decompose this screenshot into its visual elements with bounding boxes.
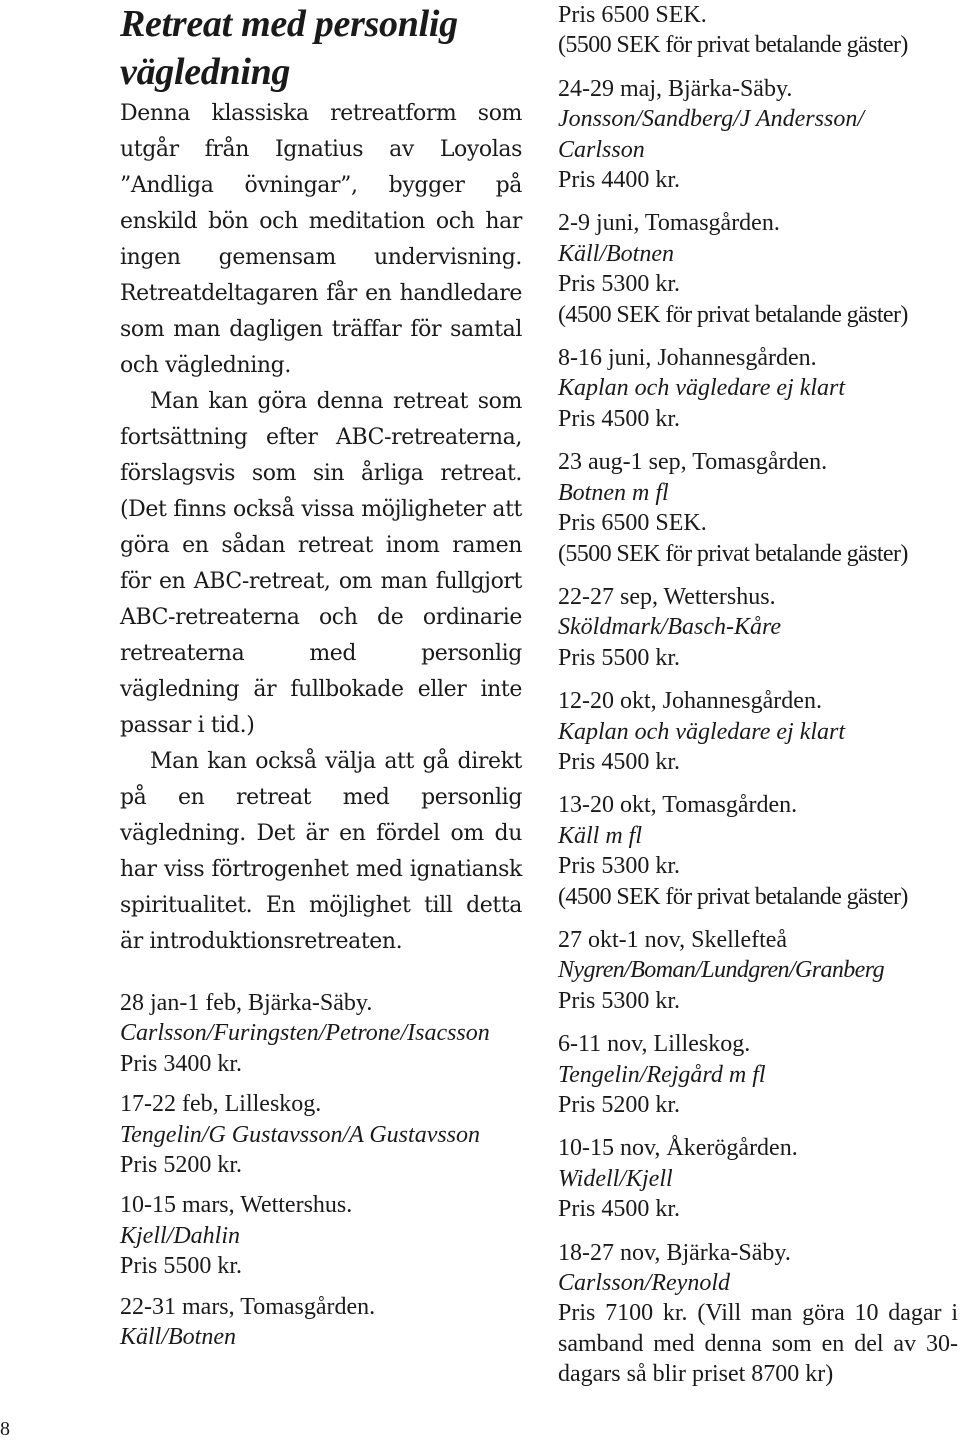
event-date: 23 aug-1 sep, Tomasgården. — [558, 449, 828, 476]
event-item — [120, 988, 522, 1079]
event-date: 13-20 okt, Tomasgården. — [558, 792, 798, 819]
event-item — [558, 686, 958, 777]
event-price: Pris 5500 kr. — [120, 1253, 243, 1280]
right-column — [558, 0, 958, 1403]
event-price: Pris 5300 kr. — [558, 987, 681, 1014]
event-price: Pris 5200 kr. — [120, 1152, 243, 1179]
event-leaders: Käll/Botnen — [120, 1324, 236, 1351]
event-leaders: Carlsson/Furingsten/Petrone/Isacsson — [120, 1020, 490, 1047]
event-item — [558, 1133, 958, 1224]
event-leaders: Carlsson/Reynold — [558, 1270, 730, 1297]
event-price: Pris 6500 SEK. — [558, 510, 707, 537]
event-list-left — [120, 988, 522, 1352]
event-leaders: Sköldmark/Basch-Kåre — [558, 614, 782, 641]
event-date: 2-9 juni, Tomasgården. — [558, 210, 780, 237]
event-leaders: Kaplan och vägledare ej klart — [558, 375, 846, 402]
event-price: Pris 5200 kr. — [558, 1092, 681, 1118]
event-leaders-cont: Carlsson — [558, 136, 645, 163]
event-leaders: Käll m fl — [558, 822, 643, 849]
event-date: 27 okt-1 nov, Skellefteå — [558, 926, 788, 953]
event-item — [558, 925, 958, 1016]
event-leaders: Jonsson/Sandberg/J Andersson/ — [558, 106, 864, 133]
section-title: Retreat med personlig vägledning — [120, 3, 458, 93]
event-price-note: (4500 SEK för privat betalande gäster) — [558, 883, 908, 910]
intro-paragraph-3: Man kan också välja att gå direkt på en retreat med personlig vägledning. Det är en fördel om du har viss förtrogenhet med ignatiansk spiritualitet. En möjlighet till detta är introduktionsretreaten. — [120, 749, 522, 954]
event-price: Pris 6500 SEK. — [558, 2, 707, 28]
event-item — [120, 1190, 522, 1281]
event-price: Pris 3400 kr. — [120, 1050, 243, 1077]
event-price-note: (4500 SEK för privat betalande gäster) — [558, 301, 908, 328]
event-item — [558, 447, 958, 569]
event-leaders: Tengelin/G Gustavsson/A Gustavsson — [120, 1121, 481, 1148]
event-price: Pris 5300 kr. — [558, 853, 681, 880]
event-date: 10-15 nov, Åkerögården. — [558, 1135, 798, 1162]
event-date: 28 jan-1 feb, Bjärka-Säby. — [120, 990, 373, 1016]
event-leaders: Botnen m fl — [558, 479, 669, 506]
event-leaders: Tengelin/Rejgård m fl — [558, 1061, 766, 1088]
event-item — [558, 74, 958, 196]
intro-paragraph-2: Man kan göra denna retreat som fortsättning efter ABC-retreaterna, förslagsvis som sin årliga retreat. (Det finns också vissa möjligheter att göra en sådan retreat inom ramen för en ABC-retreat, om man fullgjort ABC-retreaterna och de ordinarie retreaterna med personlig vägledning är fullbokade eller inte passar i tid.) — [120, 389, 522, 738]
event-item — [558, 208, 958, 330]
event-price: Pris 5500 kr. — [558, 644, 681, 671]
intro-paragraph-1: Denna klassiska retreatform som utgår från Ignatius av Loyolas ”Andliga övningar”, bygger på enskild bön och meditation och har ingen gemensam undervisning. Retreatdeltagaren får en handledare som man dagligen träffar för samtal och vägledning. — [120, 101, 522, 378]
event-continuation — [558, 0, 958, 61]
event-date: 22-27 sep, Wettershus. — [558, 583, 776, 610]
event-price: Pris 4500 kr. — [558, 405, 681, 432]
event-item — [558, 1029, 958, 1120]
event-price: Pris 5300 kr. — [558, 271, 681, 298]
event-leaders: Kjell/Dahlin — [120, 1222, 240, 1249]
page-number: 8 — [0, 1418, 10, 1440]
event-price-long: Pris 7100 kr. (Vill man göra 10 dagar i samband med denna som en del av 30-dagars så blir priset 8700 kr) — [558, 1300, 958, 1388]
event-item — [120, 1089, 522, 1180]
event-item — [558, 1238, 958, 1390]
event-item — [558, 790, 958, 912]
event-leaders: Nygren/Boman/Lundgren/Granberg — [558, 957, 884, 984]
event-date: 18-27 nov, Bjärka-Säby. — [558, 1239, 791, 1266]
event-date: 22-31 mars, Tomasgården. — [120, 1293, 376, 1320]
event-price-note: (5500 SEK för privat betalande gäster) — [558, 540, 908, 567]
event-date: 6-11 nov, Lilleskog. — [558, 1031, 751, 1058]
event-date: 24-29 maj, Bjärka-Säby. — [558, 75, 793, 102]
event-leaders: Kaplan och vägledare ej klart — [558, 718, 846, 745]
event-leaders: Widell/Kjell — [558, 1165, 673, 1192]
event-item — [558, 582, 958, 673]
event-price: Pris 4500 kr. — [558, 1196, 681, 1223]
left-column — [120, 0, 522, 1362]
event-item — [558, 343, 958, 434]
event-date: 10-15 mars, Wettershus. — [120, 1192, 353, 1219]
event-price: Pris 4400 kr. — [558, 167, 681, 194]
event-price: Pris 4500 kr. — [558, 748, 681, 775]
event-date: 12-20 okt, Johannesgården. — [558, 688, 822, 715]
event-date: 8-16 juni, Johannesgården. — [558, 345, 817, 372]
event-leaders: Käll/Botnen — [558, 240, 674, 267]
event-price-note: (5500 SEK för privat betalande gäster) — [558, 32, 908, 59]
event-date: 17-22 feb, Lilleskog. — [120, 1091, 322, 1118]
event-item — [120, 1292, 522, 1353]
